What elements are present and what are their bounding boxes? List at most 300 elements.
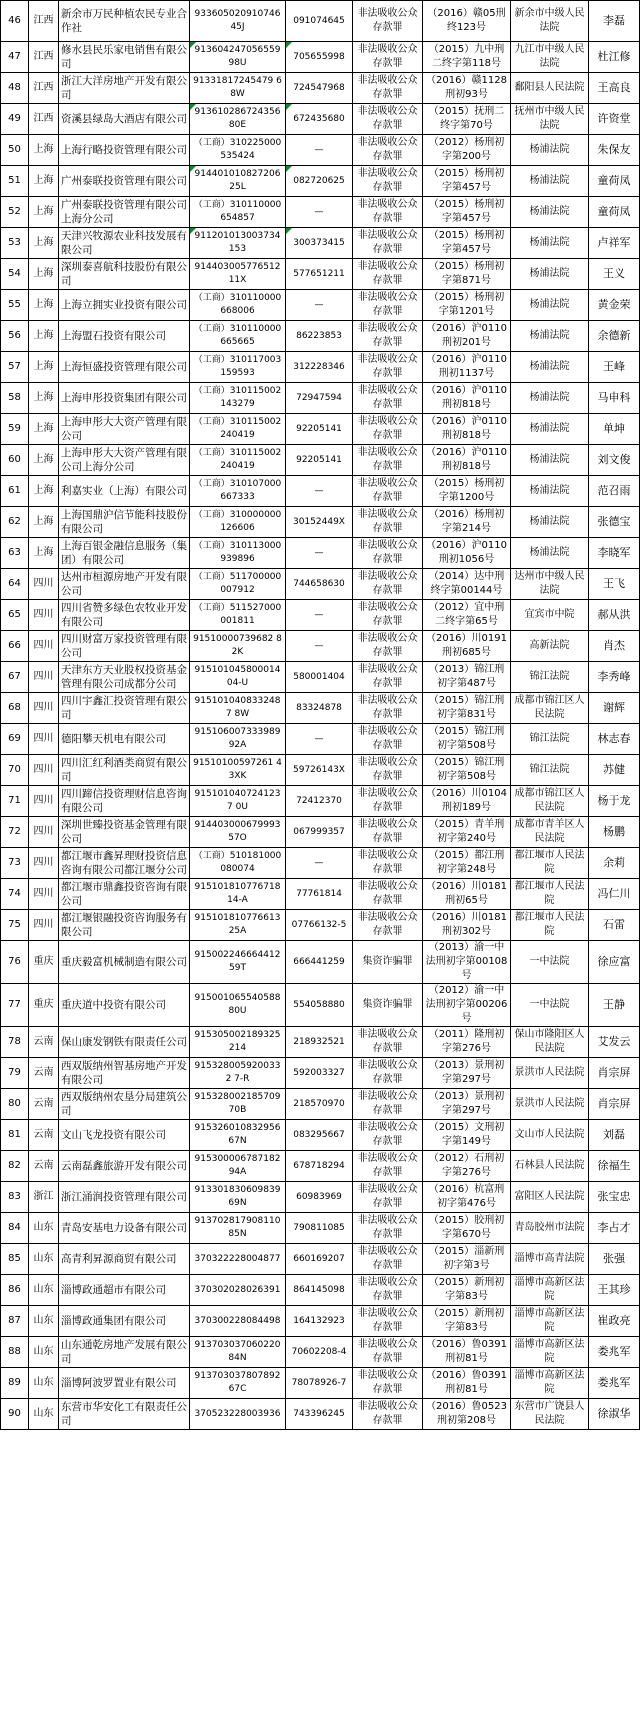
case-number-cell: （2015）胶刑初字第670号 bbox=[423, 1213, 511, 1244]
org-code-cell: — bbox=[286, 538, 353, 569]
company-name-cell: 广州泰联投资管理有限公司上海分公司 bbox=[59, 197, 190, 228]
case-number-cell: （2016）沪0110刑初1137号 bbox=[423, 352, 511, 383]
table-row bbox=[1, 259, 640, 290]
province-cell: 上海 bbox=[29, 538, 59, 569]
company-name-cell: 利嘉实业（上海）有限公司 bbox=[59, 476, 190, 507]
company-name-cell: 深圳泰喜航科技股份有限公司 bbox=[59, 259, 190, 290]
row-number-cell: 81 bbox=[1, 1120, 29, 1151]
crime-cell: 非法吸收公众存款罪 bbox=[353, 1399, 423, 1430]
crime-cell: 非法吸收公众存款罪 bbox=[353, 445, 423, 476]
row-number-cell: 69 bbox=[1, 724, 29, 755]
credit-code-cell: 9153280059200332 7-R bbox=[190, 1058, 286, 1089]
province-cell: 山东 bbox=[29, 1399, 59, 1430]
credit-code-cell: 9151010408332487 8W bbox=[190, 693, 286, 724]
credit-code-cell: （工商）511700000007912 bbox=[190, 569, 286, 600]
credit-code-cell: （工商）310107000667333 bbox=[190, 476, 286, 507]
province-cell: 云南 bbox=[29, 1120, 59, 1151]
province-cell: 四川 bbox=[29, 569, 59, 600]
court-cell: 杨浦法院 bbox=[511, 166, 589, 197]
credit-code-cell: （工商）310113000939896 bbox=[190, 538, 286, 569]
province-cell: 浙江 bbox=[29, 1182, 59, 1213]
company-name-cell: 青岛安基电力设备有限公司 bbox=[59, 1213, 190, 1244]
credit-code-cell: 91440300067999357O bbox=[190, 817, 286, 848]
crime-cell: 非法吸收公众存款罪 bbox=[353, 383, 423, 414]
table-row bbox=[1, 538, 640, 569]
province-cell: 江西 bbox=[29, 1, 59, 42]
company-name-cell: 上海申彤大大资产管理有限公司上海分公司 bbox=[59, 445, 190, 476]
court-cell: 杨浦法院 bbox=[511, 259, 589, 290]
case-number-cell: （2016）沪0110刑初818号 bbox=[423, 383, 511, 414]
table-row bbox=[1, 724, 640, 755]
crime-cell: 非法吸收公众存款罪 bbox=[353, 135, 423, 166]
company-name-cell: 淄博阿波罗置业有限公司 bbox=[59, 1368, 190, 1399]
court-cell: 锦江法院 bbox=[511, 755, 589, 786]
credit-code-cell: 91510100597261 43XK bbox=[190, 755, 286, 786]
row-number-cell: 51 bbox=[1, 166, 29, 197]
org-code-cell: 70602208-4 bbox=[286, 1337, 353, 1368]
province-cell: 上海 bbox=[29, 476, 59, 507]
row-number-cell: 55 bbox=[1, 290, 29, 321]
crime-cell: 非法吸收公众存款罪 bbox=[353, 724, 423, 755]
crime-cell: 非法吸收公众存款罪 bbox=[353, 1120, 423, 1151]
legal-person-cell: 娄兆军 bbox=[589, 1368, 640, 1399]
table-row bbox=[1, 984, 640, 1027]
crime-cell: 非法吸收公众存款罪 bbox=[353, 321, 423, 352]
case-number-cell: （2015）杨刑初字第1201号 bbox=[423, 290, 511, 321]
org-code-cell: 312228346 bbox=[286, 352, 353, 383]
table-row bbox=[1, 197, 640, 228]
row-number-cell: 87 bbox=[1, 1306, 29, 1337]
row-number-cell: 70 bbox=[1, 755, 29, 786]
province-cell: 四川 bbox=[29, 817, 59, 848]
crime-cell: 非法吸收公众存款罪 bbox=[353, 817, 423, 848]
court-cell: 淄博市高新区法院 bbox=[511, 1337, 589, 1368]
org-code-cell: 724547968 bbox=[286, 73, 353, 104]
legal-person-cell: 崔政亮 bbox=[589, 1306, 640, 1337]
row-number-cell: 59 bbox=[1, 414, 29, 445]
crime-cell: 非法吸收公众存款罪 bbox=[353, 476, 423, 507]
case-number-cell: （2016）鲁0391刑初81号 bbox=[423, 1368, 511, 1399]
province-cell: 上海 bbox=[29, 166, 59, 197]
credit-code-cell: 91370303780789267C bbox=[190, 1368, 286, 1399]
legal-person-cell: 李晓军 bbox=[589, 538, 640, 569]
table-row bbox=[1, 1027, 640, 1058]
court-cell: 杨浦法院 bbox=[511, 197, 589, 228]
table-row bbox=[1, 1337, 640, 1368]
table-row bbox=[1, 569, 640, 600]
company-name-cell: 西双版纳州智基房地产开发有限公司 bbox=[59, 1058, 190, 1089]
org-code-cell: 666441259 bbox=[286, 941, 353, 984]
court-cell: 富阳区人民法院 bbox=[511, 1182, 589, 1213]
row-number-cell: 89 bbox=[1, 1368, 29, 1399]
org-code-cell: — bbox=[286, 290, 353, 321]
credit-code-cell: （工商）511527000001811 bbox=[190, 600, 286, 631]
court-cell: 淄博市高青法院 bbox=[511, 1244, 589, 1275]
row-number-cell: 82 bbox=[1, 1151, 29, 1182]
legal-person-cell: 范召雨 bbox=[589, 476, 640, 507]
table-row bbox=[1, 445, 640, 476]
org-code-cell: — bbox=[286, 476, 353, 507]
case-number-cell: （2016）沪0110刑初1056号 bbox=[423, 538, 511, 569]
case-number-cell: （2016）沪0110刑初818号 bbox=[423, 445, 511, 476]
credit-code-cell: 91510000739682 82K bbox=[190, 631, 286, 662]
crime-cell: 非法吸收公众存款罪 bbox=[353, 166, 423, 197]
row-number-cell: 80 bbox=[1, 1089, 29, 1120]
case-number-cell: （2015）杨刑初字第457号 bbox=[423, 228, 511, 259]
row-number-cell: 65 bbox=[1, 600, 29, 631]
table-row bbox=[1, 166, 640, 197]
court-cell: 成都市锦江区人民法院 bbox=[511, 786, 589, 817]
court-cell: 石林县人民法院 bbox=[511, 1151, 589, 1182]
row-number-cell: 73 bbox=[1, 848, 29, 879]
company-name-cell: 上海申彤投资集团有限公司 bbox=[59, 383, 190, 414]
row-number-cell: 72 bbox=[1, 817, 29, 848]
row-number-cell: 76 bbox=[1, 941, 29, 984]
legal-person-cell: 杜江修 bbox=[589, 42, 640, 73]
crime-cell: 非法吸收公众存款罪 bbox=[353, 631, 423, 662]
credit-code-cell: 91510181077661325A bbox=[190, 910, 286, 941]
crime-cell: 非法吸收公众存款罪 bbox=[353, 1275, 423, 1306]
crime-cell: 非法吸收公众存款罪 bbox=[353, 1306, 423, 1337]
province-cell: 四川 bbox=[29, 693, 59, 724]
credit-code-cell: （工商）310110000665665 bbox=[190, 321, 286, 352]
crime-cell: 非法吸收公众存款罪 bbox=[353, 42, 423, 73]
org-code-cell: — bbox=[286, 197, 353, 228]
crime-cell: 集资诈骗罪 bbox=[353, 941, 423, 984]
court-cell: 淄博市高新区法院 bbox=[511, 1306, 589, 1337]
table-row bbox=[1, 879, 640, 910]
table-row bbox=[1, 352, 640, 383]
table-row bbox=[1, 290, 640, 321]
court-cell: 淄博市高新区法院 bbox=[511, 1368, 589, 1399]
org-code-cell: 091074645 bbox=[286, 1, 353, 42]
legal-person-cell: 刘文俊 bbox=[589, 445, 640, 476]
org-code-cell: 72412370 bbox=[286, 786, 353, 817]
province-cell: 重庆 bbox=[29, 941, 59, 984]
court-cell: 锦江法院 bbox=[511, 724, 589, 755]
court-cell: 文山市人民法院 bbox=[511, 1120, 589, 1151]
case-number-cell: （2016）川0191刑初685号 bbox=[423, 631, 511, 662]
credit-code-cell: 915305002189325214 bbox=[190, 1027, 286, 1058]
legal-person-cell: 谢辉 bbox=[589, 693, 640, 724]
province-cell: 四川 bbox=[29, 724, 59, 755]
company-name-cell: 高青利昇源商贸有限公司 bbox=[59, 1244, 190, 1275]
org-code-cell: — bbox=[286, 848, 353, 879]
table-row bbox=[1, 1368, 640, 1399]
row-number-cell: 71 bbox=[1, 786, 29, 817]
court-cell: 高新法院 bbox=[511, 631, 589, 662]
credit-code-cell: 91510600733398992A bbox=[190, 724, 286, 755]
province-cell: 重庆 bbox=[29, 984, 59, 1027]
table-row bbox=[1, 1151, 640, 1182]
legal-person-cell: 许资堂 bbox=[589, 104, 640, 135]
crime-cell: 非法吸收公众存款罪 bbox=[353, 538, 423, 569]
province-cell: 上海 bbox=[29, 321, 59, 352]
company-name-cell: 四川省赞多绿色农牧业开发有限公司 bbox=[59, 600, 190, 631]
company-name-cell: 资溪县绿岛大酒店有限公司 bbox=[59, 104, 190, 135]
court-cell: 成都市青羊区人民法院 bbox=[511, 817, 589, 848]
row-number-cell: 53 bbox=[1, 228, 29, 259]
credit-code-cell: 9151010407241237 0U bbox=[190, 786, 286, 817]
case-number-cell: （2015）淄新刑初字第3号 bbox=[423, 1244, 511, 1275]
crime-cell: 非法吸收公众存款罪 bbox=[353, 1182, 423, 1213]
org-code-cell: 705655998 bbox=[286, 42, 353, 73]
credit-code-cell: 370322228004877 bbox=[190, 1244, 286, 1275]
company-name-cell: 上海立拥实业投资有限公司 bbox=[59, 290, 190, 321]
row-number-cell: 66 bbox=[1, 631, 29, 662]
company-name-cell: 上海申彤大大资产管理有限公司 bbox=[59, 414, 190, 445]
crime-cell: 非法吸收公众存款罪 bbox=[353, 569, 423, 600]
table-row bbox=[1, 104, 640, 135]
table-row bbox=[1, 383, 640, 414]
credit-code-cell: 91500106554058880U bbox=[190, 984, 286, 1027]
case-number-cell: （2012）杨刑初字第200号 bbox=[423, 135, 511, 166]
case-number-cell: （2015）抚刑二终字第70号 bbox=[423, 104, 511, 135]
company-name-cell: 上海百银金融信息服务（集团）有限公司 bbox=[59, 538, 190, 569]
org-code-cell: — bbox=[286, 724, 353, 755]
table-row bbox=[1, 476, 640, 507]
crime-cell: 非法吸收公众存款罪 bbox=[353, 879, 423, 910]
credit-code-cell: 91532601083295667N bbox=[190, 1120, 286, 1151]
org-code-cell: 60983969 bbox=[286, 1182, 353, 1213]
org-code-cell: 864145098 bbox=[286, 1275, 353, 1306]
legal-person-cell: 石雷 bbox=[589, 910, 640, 941]
case-number-cell: （2016）川0104刑初189号 bbox=[423, 786, 511, 817]
row-number-cell: 74 bbox=[1, 879, 29, 910]
province-cell: 山东 bbox=[29, 1213, 59, 1244]
province-cell: 四川 bbox=[29, 910, 59, 941]
legal-person-cell: 黄金荣 bbox=[589, 290, 640, 321]
legal-person-cell: 徐福生 bbox=[589, 1151, 640, 1182]
org-code-cell: 59726143X bbox=[286, 755, 353, 786]
province-cell: 上海 bbox=[29, 352, 59, 383]
case-number-cell: （2013）锦江刑初字第487号 bbox=[423, 662, 511, 693]
crime-cell: 非法吸收公众存款罪 bbox=[353, 1, 423, 42]
province-cell: 山东 bbox=[29, 1275, 59, 1306]
court-cell: 杨浦法院 bbox=[511, 352, 589, 383]
legal-person-cell: 童荷凤 bbox=[589, 197, 640, 228]
company-name-cell: 四川财富万家投资管理有限公司 bbox=[59, 631, 190, 662]
table-row bbox=[1, 693, 640, 724]
table-row bbox=[1, 1, 640, 42]
credit-code-cell: （工商）310225000535424 bbox=[190, 135, 286, 166]
org-code-cell: 577651211 bbox=[286, 259, 353, 290]
legal-person-cell: 苏健 bbox=[589, 755, 640, 786]
court-cell: 达州市中级人民法院 bbox=[511, 569, 589, 600]
case-number-cell: （2015）锦江刑初字第831号 bbox=[423, 693, 511, 724]
crime-cell: 非法吸收公众存款罪 bbox=[353, 1058, 423, 1089]
org-code-cell: 77761814 bbox=[286, 879, 353, 910]
org-code-cell: 86223853 bbox=[286, 321, 353, 352]
legal-person-cell: 王高良 bbox=[589, 73, 640, 104]
crime-cell: 非法吸收公众存款罪 bbox=[353, 290, 423, 321]
org-code-cell: 790811085 bbox=[286, 1213, 353, 1244]
province-cell: 江西 bbox=[29, 73, 59, 104]
org-code-cell: — bbox=[286, 631, 353, 662]
province-cell: 上海 bbox=[29, 197, 59, 228]
table-row bbox=[1, 1275, 640, 1306]
legal-person-cell: 李秀峰 bbox=[589, 662, 640, 693]
court-cell: 杨浦法院 bbox=[511, 383, 589, 414]
org-code-cell: 744658630 bbox=[286, 569, 353, 600]
row-number-cell: 78 bbox=[1, 1027, 29, 1058]
credit-code-cell: （工商）510181000080074 bbox=[190, 848, 286, 879]
province-cell: 四川 bbox=[29, 879, 59, 910]
org-code-cell: 07766132-5 bbox=[286, 910, 353, 941]
org-code-cell: 300373415 bbox=[286, 228, 353, 259]
row-number-cell: 90 bbox=[1, 1399, 29, 1430]
table-row bbox=[1, 662, 640, 693]
crime-cell: 非法吸收公众存款罪 bbox=[353, 104, 423, 135]
crime-cell: 非法吸收公众存款罪 bbox=[353, 1213, 423, 1244]
credit-code-cell: 91370303706022084N bbox=[190, 1337, 286, 1368]
company-name-cell: 德阳攀天机电有限公司 bbox=[59, 724, 190, 755]
crime-cell: 非法吸收公众存款罪 bbox=[353, 1337, 423, 1368]
company-name-cell: 天津兴牧源农业科技发展有限公司 bbox=[59, 228, 190, 259]
case-number-cell: （2015）新刑初字第83号 bbox=[423, 1275, 511, 1306]
row-number-cell: 48 bbox=[1, 73, 29, 104]
case-number-cell: （2013）景刑初字第297号 bbox=[423, 1058, 511, 1089]
crime-cell: 非法吸收公众存款罪 bbox=[353, 73, 423, 104]
province-cell: 山东 bbox=[29, 1244, 59, 1275]
crime-cell: 非法吸收公众存款罪 bbox=[353, 507, 423, 538]
case-number-cell: （2015）杨刑初字第457号 bbox=[423, 197, 511, 228]
row-number-cell: 83 bbox=[1, 1182, 29, 1213]
org-code-cell: 218570970 bbox=[286, 1089, 353, 1120]
court-cell: 九江市中级人民法院 bbox=[511, 42, 589, 73]
case-number-cell: （2016）川0181刑初302号 bbox=[423, 910, 511, 941]
credit-code-cell: 91500224666441259T bbox=[190, 941, 286, 984]
row-number-cell: 58 bbox=[1, 383, 29, 414]
case-number-cell: （2016）沪0110刑初201号 bbox=[423, 321, 511, 352]
case-number-cell: （2015）都江刑初字第248号 bbox=[423, 848, 511, 879]
court-cell: 杨浦法院 bbox=[511, 135, 589, 166]
credit-code-cell: 91361028672435680E bbox=[190, 104, 286, 135]
crime-cell: 非法吸收公众存款罪 bbox=[353, 786, 423, 817]
legal-person-cell: 李占才 bbox=[589, 1213, 640, 1244]
org-code-cell: 580001404 bbox=[286, 662, 353, 693]
credit-code-cell: 370300228084498 bbox=[190, 1306, 286, 1337]
credit-code-cell: 91530000678718294A bbox=[190, 1151, 286, 1182]
credit-code-cell: 91440101082720625L bbox=[190, 166, 286, 197]
case-number-cell: （2015）锦江刑初字第508号 bbox=[423, 724, 511, 755]
court-cell: 青岛胶州市法院 bbox=[511, 1213, 589, 1244]
credit-code-cell: 91440300577651211X bbox=[190, 259, 286, 290]
court-cell: 都江堰市人民法院 bbox=[511, 879, 589, 910]
company-name-cell: 都江堰市鼎鑫投资咨询有限公司 bbox=[59, 879, 190, 910]
table-row bbox=[1, 1120, 640, 1151]
row-number-cell: 63 bbox=[1, 538, 29, 569]
case-number-cell: （2015）杨刑初字第457号 bbox=[423, 166, 511, 197]
org-code-cell: 082720625 bbox=[286, 166, 353, 197]
province-cell: 四川 bbox=[29, 600, 59, 631]
legal-person-cell: 徐淑华 bbox=[589, 1399, 640, 1430]
row-number-cell: 75 bbox=[1, 910, 29, 941]
row-number-cell: 68 bbox=[1, 693, 29, 724]
company-name-cell: 云南磊鑫旅游开发有限公司 bbox=[59, 1151, 190, 1182]
case-number-cell: （2011）隆刑初字第276号 bbox=[423, 1027, 511, 1058]
credit-code-cell: （工商）310110000668006 bbox=[190, 290, 286, 321]
table-row bbox=[1, 414, 640, 445]
legal-person-cell: 王峰 bbox=[589, 352, 640, 383]
case-number-cell: （2016）鲁0391刑初81号 bbox=[423, 1337, 511, 1368]
org-code-cell: 678718294 bbox=[286, 1151, 353, 1182]
table-row bbox=[1, 1182, 640, 1213]
row-number-cell: 56 bbox=[1, 321, 29, 352]
court-cell: 杨浦法院 bbox=[511, 445, 589, 476]
court-cell: 淄博市高新区法院 bbox=[511, 1275, 589, 1306]
company-name-cell: 深圳世臻投资基金管理有限公司 bbox=[59, 817, 190, 848]
table-row bbox=[1, 507, 640, 538]
court-cell: 杨浦法院 bbox=[511, 228, 589, 259]
legal-person-cell: 单坤 bbox=[589, 414, 640, 445]
court-cell: 都江堰市人民法院 bbox=[511, 848, 589, 879]
credit-code-cell: 911201013003734153 bbox=[190, 228, 286, 259]
table-row bbox=[1, 941, 640, 984]
org-code-cell: 660169207 bbox=[286, 1244, 353, 1275]
table-row bbox=[1, 786, 640, 817]
crime-cell: 非法吸收公众存款罪 bbox=[353, 662, 423, 693]
crime-cell: 非法吸收公众存款罪 bbox=[353, 352, 423, 383]
company-name-cell: 浙江大洋房地产开发有限公司 bbox=[59, 73, 190, 104]
case-number-cell: （2014）达中刑终字第00144号 bbox=[423, 569, 511, 600]
legal-person-cell: 王其珍 bbox=[589, 1275, 640, 1306]
table-row bbox=[1, 73, 640, 104]
case-number-cell: （2015）文刑初字第149号 bbox=[423, 1120, 511, 1151]
case-number-cell: （2015）杨刑初字第1200号 bbox=[423, 476, 511, 507]
row-number-cell: 46 bbox=[1, 1, 29, 42]
legal-person-cell: 朱保友 bbox=[589, 135, 640, 166]
crime-cell: 非法吸收公众存款罪 bbox=[353, 1089, 423, 1120]
crime-cell: 非法吸收公众存款罪 bbox=[353, 259, 423, 290]
company-name-cell: 文山飞龙投资有限公司 bbox=[59, 1120, 190, 1151]
company-name-cell: 修水县民乐家电销售有限公司 bbox=[59, 42, 190, 73]
province-cell: 山东 bbox=[29, 1337, 59, 1368]
crime-cell: 非法吸收公众存款罪 bbox=[353, 910, 423, 941]
court-cell: 鄱阳县人民法院 bbox=[511, 73, 589, 104]
province-cell: 上海 bbox=[29, 259, 59, 290]
company-name-cell: 都江堰市鑫昇理财投资信息咨询有限公司都江堰分公司 bbox=[59, 848, 190, 879]
table-row bbox=[1, 228, 640, 259]
company-name-cell: 四川汇红利酒类商贸有限公司 bbox=[59, 755, 190, 786]
row-number-cell: 85 bbox=[1, 1244, 29, 1275]
case-number-cell: （2016）杨刑初字第214号 bbox=[423, 507, 511, 538]
table-row bbox=[1, 600, 640, 631]
credit-code-cell: （工商）310110000654857 bbox=[190, 197, 286, 228]
org-code-cell: 743396245 bbox=[286, 1399, 353, 1430]
company-name-cell: 都江堰银融投资咨询服务有限公司 bbox=[59, 910, 190, 941]
company-name-cell: 上海行略投资管理有限公司 bbox=[59, 135, 190, 166]
table-row bbox=[1, 42, 640, 73]
crime-cell: 非法吸收公众存款罪 bbox=[353, 755, 423, 786]
court-cell: 景洪市人民法院 bbox=[511, 1058, 589, 1089]
table-row bbox=[1, 848, 640, 879]
legal-person-cell: 童荷凤 bbox=[589, 166, 640, 197]
table-row bbox=[1, 321, 640, 352]
province-cell: 上海 bbox=[29, 445, 59, 476]
province-cell: 四川 bbox=[29, 755, 59, 786]
court-cell: 杨浦法院 bbox=[511, 476, 589, 507]
credit-code-cell: （工商）310115002143279 bbox=[190, 383, 286, 414]
legal-person-cell: 肖杰 bbox=[589, 631, 640, 662]
province-cell: 云南 bbox=[29, 1027, 59, 1058]
row-number-cell: 54 bbox=[1, 259, 29, 290]
court-cell: 都江堰市人民法院 bbox=[511, 910, 589, 941]
court-cell: 杨浦法院 bbox=[511, 538, 589, 569]
credit-code-cell: （工商）310115002240419 bbox=[190, 414, 286, 445]
province-cell: 四川 bbox=[29, 662, 59, 693]
company-name-cell: 上海恒盛投资管理有限公司 bbox=[59, 352, 190, 383]
